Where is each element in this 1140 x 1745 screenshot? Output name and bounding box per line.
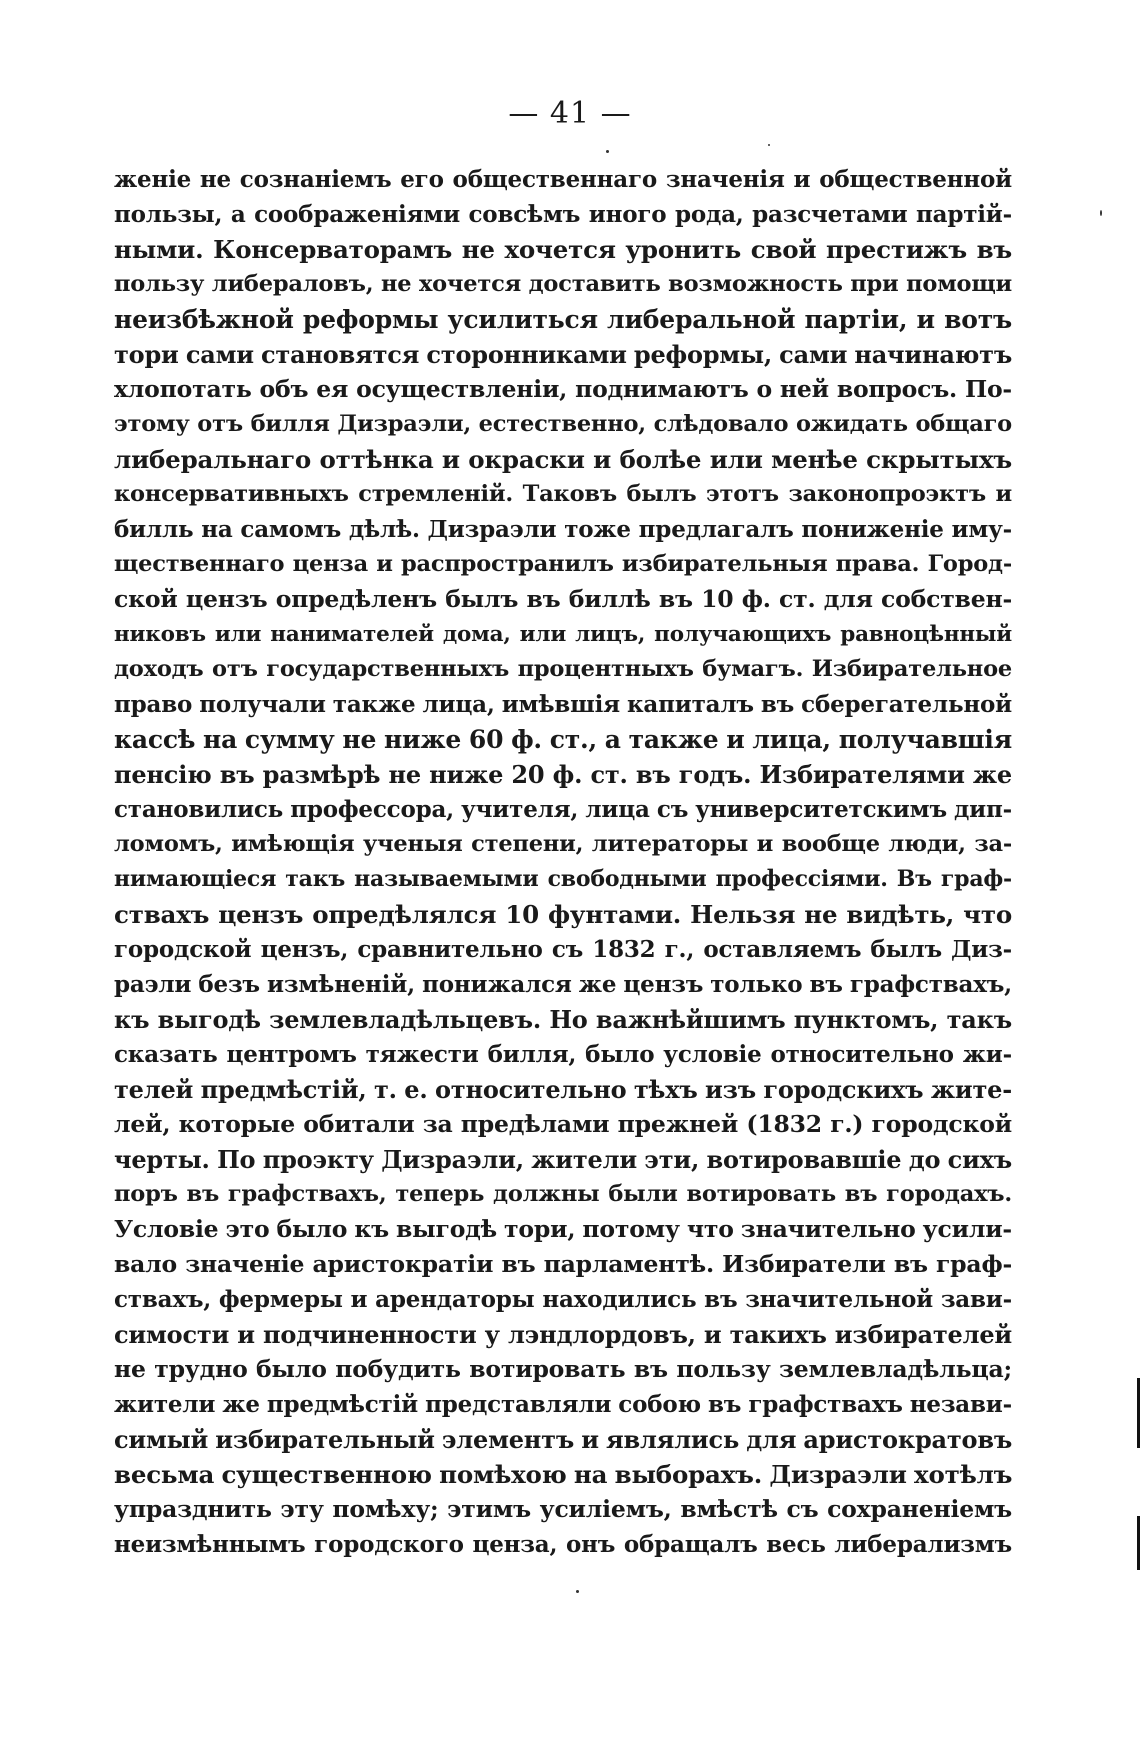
text-line: поръ въ графствахъ, теперь должны были вотировать въ городахъ. [114,1181,1012,1207]
text-line: ствахъ цензъ опредѣлялся 10 фунтами. Нельзя не видѣть, что [114,900,1012,929]
text-line: неизмѣннымъ городского ценза, онъ обращалъ весь либерализмъ [114,1531,1012,1558]
text-line: ломомъ, имѣющія ученыя степени, литераторы и вообще люди, за- [114,831,1012,857]
text-line: тори сами становятся сторонниками реформы, сами начинаютъ [114,340,1012,369]
text-line: весьма существенною помѣхою на выборахъ. Дизраэли хотѣлъ [114,1460,1012,1489]
text-line: черты. По проэкту Дизраэли, жители эти, вотировавшіе до сихъ [114,1145,1012,1174]
scan-speck [1100,210,1102,216]
scan-speck [576,1590,579,1593]
text-line: вало значеніе аристократіи въ парламентѣ. Избиратели въ граф- [114,1250,1012,1278]
text-line: консервативныхъ стремленій. Таковъ былъ этотъ законопроэктъ и [114,481,1012,507]
text-line: симости и подчиненности у лэндлордовъ, и такихъ избирателей [114,1320,1012,1349]
text-line: щественнаго ценза и распространилъ избирательныя права. Город- [114,551,1012,577]
text-line: ными. Консерваторамъ не хочется уронить свой престижъ въ [114,235,1012,264]
body-text [114,162,1012,1562]
text-line: неизбѣжной реформы усилиться либеральной партіи, и вотъ [114,305,1012,334]
page-number: — 41 — [508,96,632,131]
text-line: къ выгодѣ землевладѣльцевъ. Но важнѣйшимъ пунктомъ, такъ [114,1005,1012,1034]
text-line: ской цензъ опредѣленъ былъ въ биллѣ въ 10 ф. ст. для собствен- [114,585,1012,613]
text-line: пользы, а соображеніями совсѣмъ иного рода, разсчетами партій- [114,201,1012,228]
text-line: телей предмѣстій, т. е. относительно тѣхъ изъ городскихъ жите- [114,1075,1012,1104]
scan-speck [768,144,770,146]
text-line: жители же предмѣстій представляли собою въ графствахъ незави- [114,1391,1012,1418]
text-line: пенсію въ размѣрѣ не ниже 20 ф. ст. въ годъ. Избирателями же [114,760,1012,789]
text-line: хлопотать объ ея осуществленіи, поднимаютъ о ней вопросъ. По- [114,375,1012,403]
text-line: упразднить эту помѣху; этимъ усиліемъ, вмѣстѣ съ сохраненіемъ [114,1495,1012,1523]
text-line: право получали также лица, имѣвшія капиталъ въ сберегательной [114,691,1012,718]
text-line: городской цензъ, сравнительно съ 1832 г., оставляемъ былъ Диз- [114,936,1012,963]
text-line: раэли безъ измѣненій, понижался же цензъ только въ графствахъ, [114,971,1012,998]
text-line: Условіе это было къ выгодѣ тори, потому что значительно усили- [114,1215,1012,1243]
text-line: либеральнаго оттѣнка и окраски и болѣе или менѣе скрытыхъ [114,445,1012,474]
text-line: кассѣ на сумму не ниже 60 ф. ст., а также и лица, получавшія [114,725,1012,754]
text-line: не трудно было побудить вотировать въ пользу землевладѣльца; [114,1355,1012,1383]
text-line: нимающіеся такъ называемыми свободными профессіями. Въ граф- [114,866,1012,892]
text-line: пользу либераловъ, не хочется доставить возможность при помощи [114,271,1012,297]
text-line: становились профессора, учителя, лица съ университетскимъ дип- [114,796,1012,823]
text-line: женіе не сознаніемъ его общественнаго значенія и общественной [114,166,1012,193]
text-line: сказать центромъ тяжести билля, было условіе относительно жи- [114,1041,1012,1068]
scan-speck [606,150,609,153]
text-line: никовъ или нанимателей дома, или лицъ, получающихъ равноцѣнный [114,622,1012,647]
text-line: ствахъ, фермеры и арендаторы находились въ значительной зави- [114,1286,1012,1313]
text-line: доходъ отъ государственныхъ процентныхъ бумагъ. Избирательное [114,656,1012,682]
text-line: симый избирательный элементъ и являлись для аристократовъ [114,1425,1012,1454]
text-line: лей, которые обитали за предѣлами прежней (1832 г.) городской [114,1110,1012,1138]
text-line: билль на самомъ дѣлѣ. Дизраэли тоже предлагалъ пониженіе иму- [114,516,1012,543]
text-line: этому отъ билля Дизраэли, естественно, слѣдовало ожидать общаго [114,411,1012,437]
